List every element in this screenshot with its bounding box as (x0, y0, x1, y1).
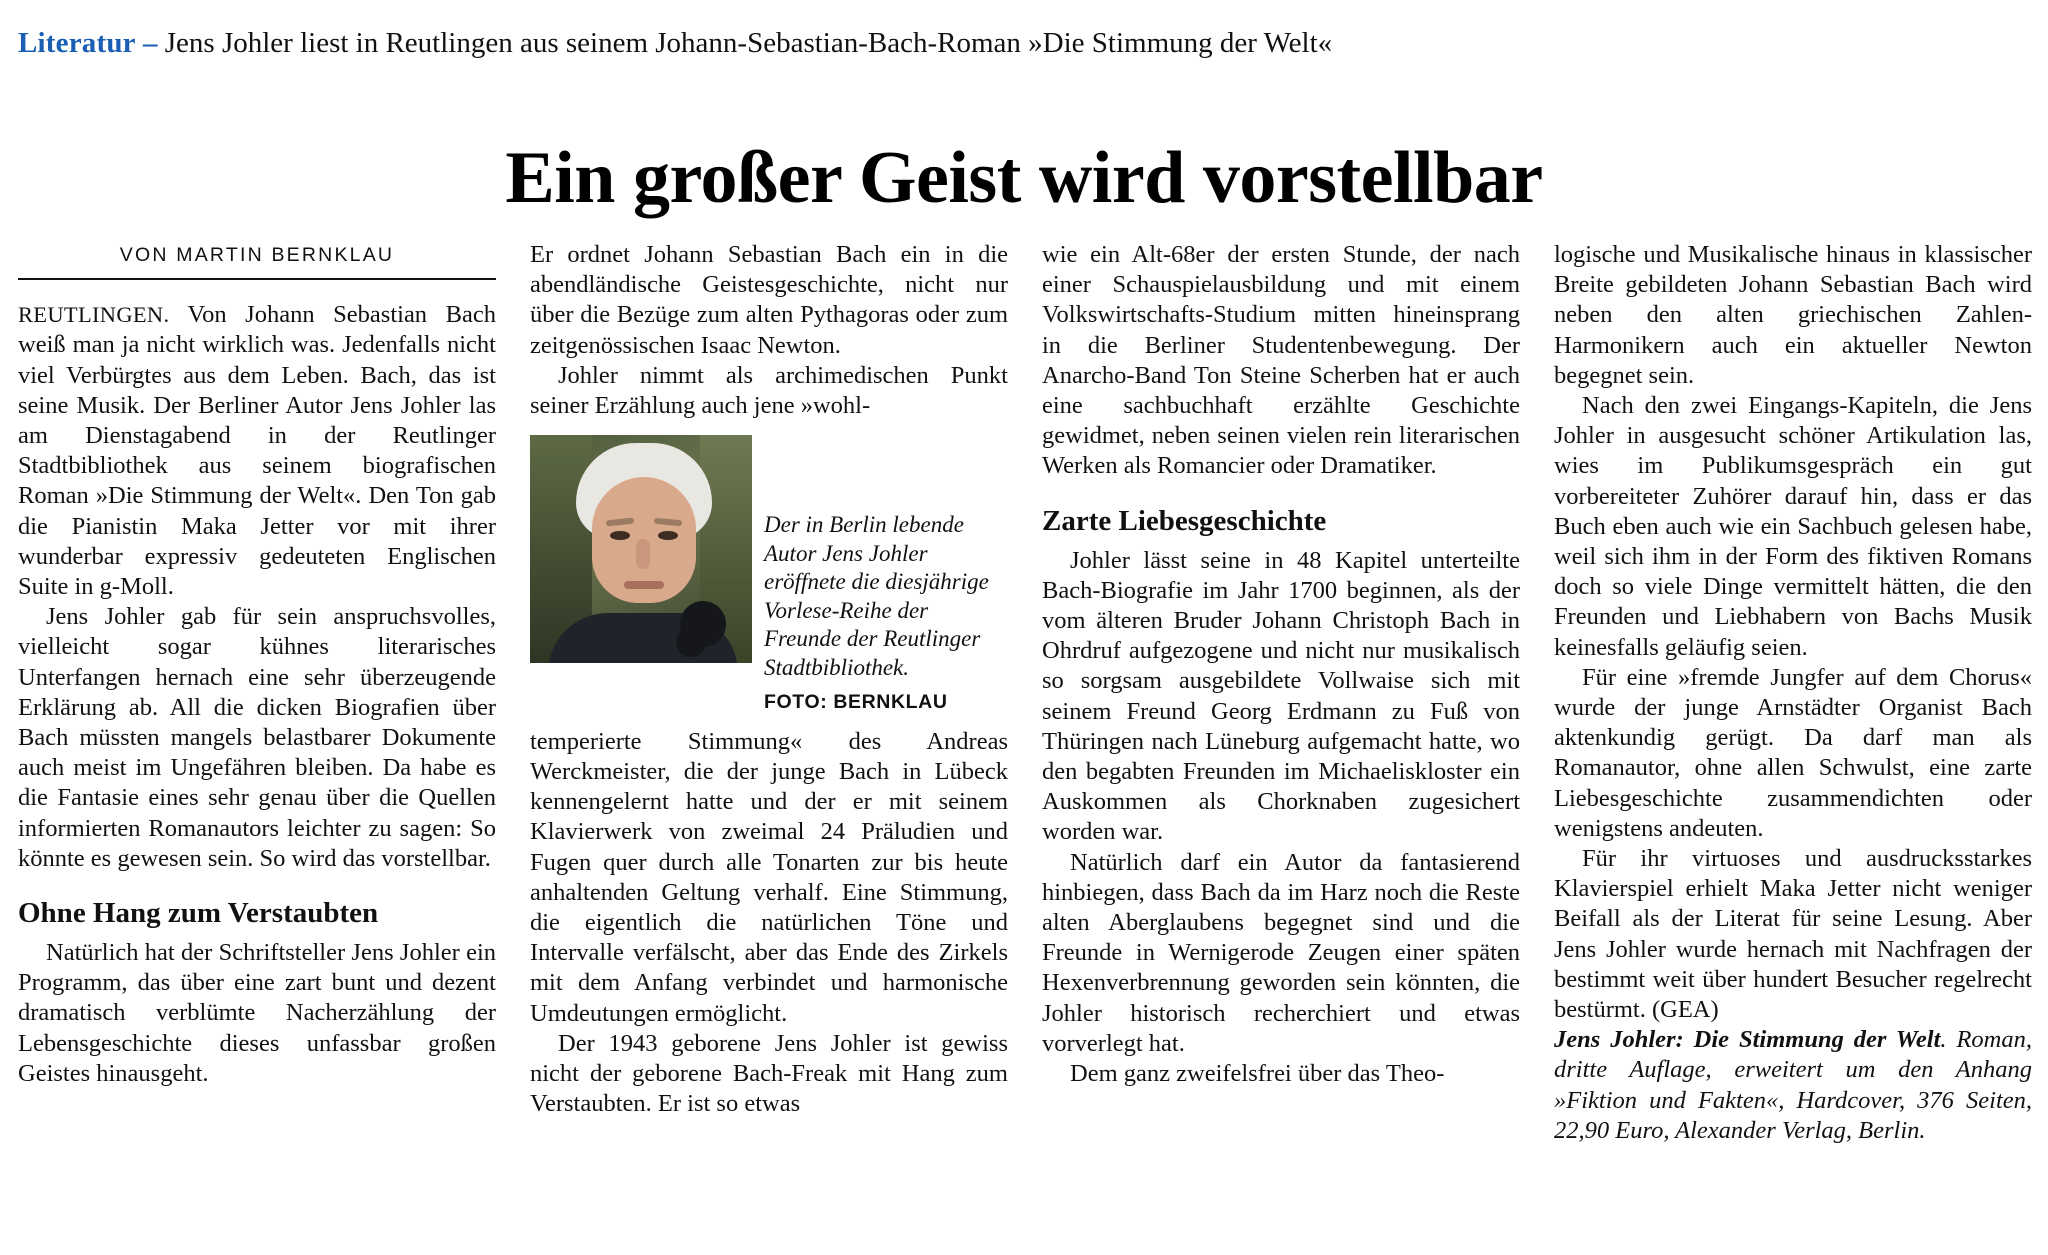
paragraph: logische und Musikalische hinaus in klassischer Breite gebildeten Johann Sebastian Bach wird neben den alten griechischen Zahlen-Harmonikern auch ein aktueller Newton begegnet sein. (1554, 241, 2032, 389)
section-subhead: Zarte Liebesgeschichte (1042, 504, 1327, 537)
paragraph (18, 300, 496, 602)
paragraph: Natürlich hat der Schriftsteller Jens Johler ein Programm, das über eine zart bunt und dezent dramatisch verblümte Nacherzählung der Lebensgeschichte dieses unfassbar großen Geistes hinausgeht. (18, 939, 496, 1087)
photo-caption-text: Der in Berlin lebende Autor Jens Johler eröffnete die diesjährige Vorlese-Reihe der Freunde der Reutlinger Stadtbibliothek. (764, 512, 989, 680)
photo-block (530, 435, 1008, 717)
book-title: Jens Johler: Die Stimmung der Welt (1554, 1026, 1941, 1054)
dateline: REUTLINGEN. (18, 302, 170, 328)
paragraph: temperierte Stimmung« des Andreas Werckmeister, die der junge Bach in Lübeck kennengelernt hatte und der er mit seinem Klavierwerk von zweimal 24 Präludien und Fugen quer durch alle Tonarten zur bis heute anhaltenden Geltung verhalf. Eine Stimmung, die eigentlich die natürlichen Töne und Intervalle verfälscht, aber das Ende des Zirkels mit dem Anfang verbindet und harmonische Umdeutungen ermöglicht. (530, 727, 1008, 1027)
paragraph: Für eine »fremde Jungfer auf dem Chorus« wurde der junge Arnstädter Organist Bach aktenkundig gerügt. Da darf man als Romanautor, ohne allen Schwulst, eine zarte Liebesgeschichte zusammendichten oder wenigstens andeuten. (1554, 663, 2032, 842)
article-column-1 (18, 240, 496, 1240)
byline-divider (18, 278, 496, 280)
article-columns (18, 240, 2030, 1240)
photo-caption (764, 435, 1008, 717)
page-title: Ein großer Geist wird vorstellbar (505, 136, 1543, 219)
paragraph: Für ihr virtuoses und ausdrucksstarkes Klavierspiel erhielt Maka Jetter nicht weniger Beifall als der Literat für seine Lesung. Aber Jens Johler wurde hernach mit Nachfragen der bestimmt weit über hundert Besucher regelrecht bestürmt. (GEA) (1554, 845, 2032, 1024)
microphone-icon (680, 601, 726, 647)
article-photo (530, 435, 752, 663)
kicker-line (18, 26, 2018, 60)
paragraph: Natürlich darf ein Autor da fantasierend hinbiegen, dass Bach da im Harz noch die Reste alten Aberglaubens begegnet sind und die Freunde in Wernigerode Zeugen einer späten Hexenverbrennung geworden sein könnten, die Johler historisch recherchiert und etwas vorverlegt hat. (1042, 848, 1520, 1057)
article-column-2 (530, 240, 1008, 1240)
paragraph: Dem ganz zweifelsfrei über das Theo- (1070, 1060, 1445, 1088)
paragraph: wie ein Alt-68er der ersten Stunde, der nach einer Schauspielausbildung und mit einem Volkswirtschafts-Studium mitten hineinsprang in die Berliner Studentenbewegung. Der Anarcho-Band Ton Steine Scherben hat er auch eine sachbuchhaft erzählte Geschichte gewidmet, neben seinen vielen rein literarischen Werken als Romancier oder Dramatiker. (1042, 241, 1520, 480)
photo-nose (636, 539, 650, 569)
kicker-rubrik: Literatur (18, 27, 136, 59)
paragraph: Er ordnet Johann Sebastian Bach ein in die abendländische Geistesgeschichte, nicht nur über die Bezüge zum alten Pythagoras oder zum zeitgenössischen Isaac Newton. (530, 241, 1008, 359)
kicker-text: Jens Johler liest in Reutlingen aus seinem Johann-Sebastian-Bach-Roman »Die Stimmung der Welt« (164, 27, 1333, 59)
book-details: . Roman, dritte Auflage, erweitert um den Anhang »Fiktion und Fakten«, Hardcover, 376 Seiten, 22,90 Euro, Alexander Verlag, Berlin. (1554, 1026, 2032, 1144)
article-column-4 (1554, 240, 2032, 1240)
article-column-3 (1042, 240, 1520, 1240)
paragraph-text: Von Johann Sebastian Bach weiß man ja nicht wirklich was. Jedenfalls nicht viel Verbürgtes aus dem Leben. Bach, das ist seine Musik. Der Berliner Autor Jens Johler las am Dienstagabend in der Reutlinger Stadtbibliothek aus seinem biografischen Roman »Die Stimmung der Welt«. Den Ton gab die Pianistin Maka Jetter vor mit ihrer wunderbar expressiv gedeuteten Englischen Suite in g-Moll. (18, 301, 496, 601)
byline: VON MARTIN BERNKLAU (119, 244, 395, 266)
section-subhead: Ohne Hang zum Verstaubten (18, 897, 379, 930)
photo-mouth (624, 581, 664, 589)
book-reference (1554, 1025, 2032, 1146)
photo-credit: FOTO: BERNKLAU (764, 691, 948, 714)
paragraph: Johler nimmt als archimedischen Punkt seiner Erzählung auch jene »wohl- (530, 361, 1008, 420)
paragraph: Der 1943 geborene Jens Johler ist gewiss nicht der geborene Bach-Freak mit Hang zum Verstaubten. Er ist so etwas (530, 1029, 1008, 1118)
paragraph: Jens Johler gab für sein anspruchsvolles, vielleicht sogar kühnes literarisches Unterfangen hernach eine sehr überzeugende Erklärung ab. All die dicken Biografien über Bach müssten mangels belastbarer Dokumente auch meist im Ungefähren bleiben. Da habe es die Fantasie eines sehr genau über die Quellen informierten Romanautors leichter zu sagen: So könnte es gewesen sein. So wird das vorstellbar. (18, 603, 496, 872)
paragraph: Nach den zwei Eingangs-Kapiteln, die Jens Johler in ausgesucht schöner Artikulation las, wies im Publikumsgespräch ein gut vorbereiteter Zuhörer darauf hin, dass er das Buch eben auch wie ein Sachbuch gelesen habe, weil sich ihm in der Form des fiktiven Romans doch so viele Dinge vermittelt hätten, die den Freunden und Liebhabern von Bachs Musik keinesfalls geläufig seien. (1554, 392, 2032, 661)
kicker-dash: – (135, 27, 165, 59)
paragraph: Johler lässt seine in 48 Kapitel unterteilte Bach-Biografie im Jahr 1700 beginnen, als der vom älteren Bruder Johann Christoph Bach in Ohrdruf aufgezogene und nicht nur musikalisch so sorgsam ausgebildete Vollwaise sich mit seinem Freund Georg Erdmann zu Fuß von Thüringen nach Lüneburg aufgemacht hatte, wo den begabten Freunden im Michaeliskloster ein Auskommen als Chorknaben zugesichert worden war. (1042, 546, 1520, 846)
